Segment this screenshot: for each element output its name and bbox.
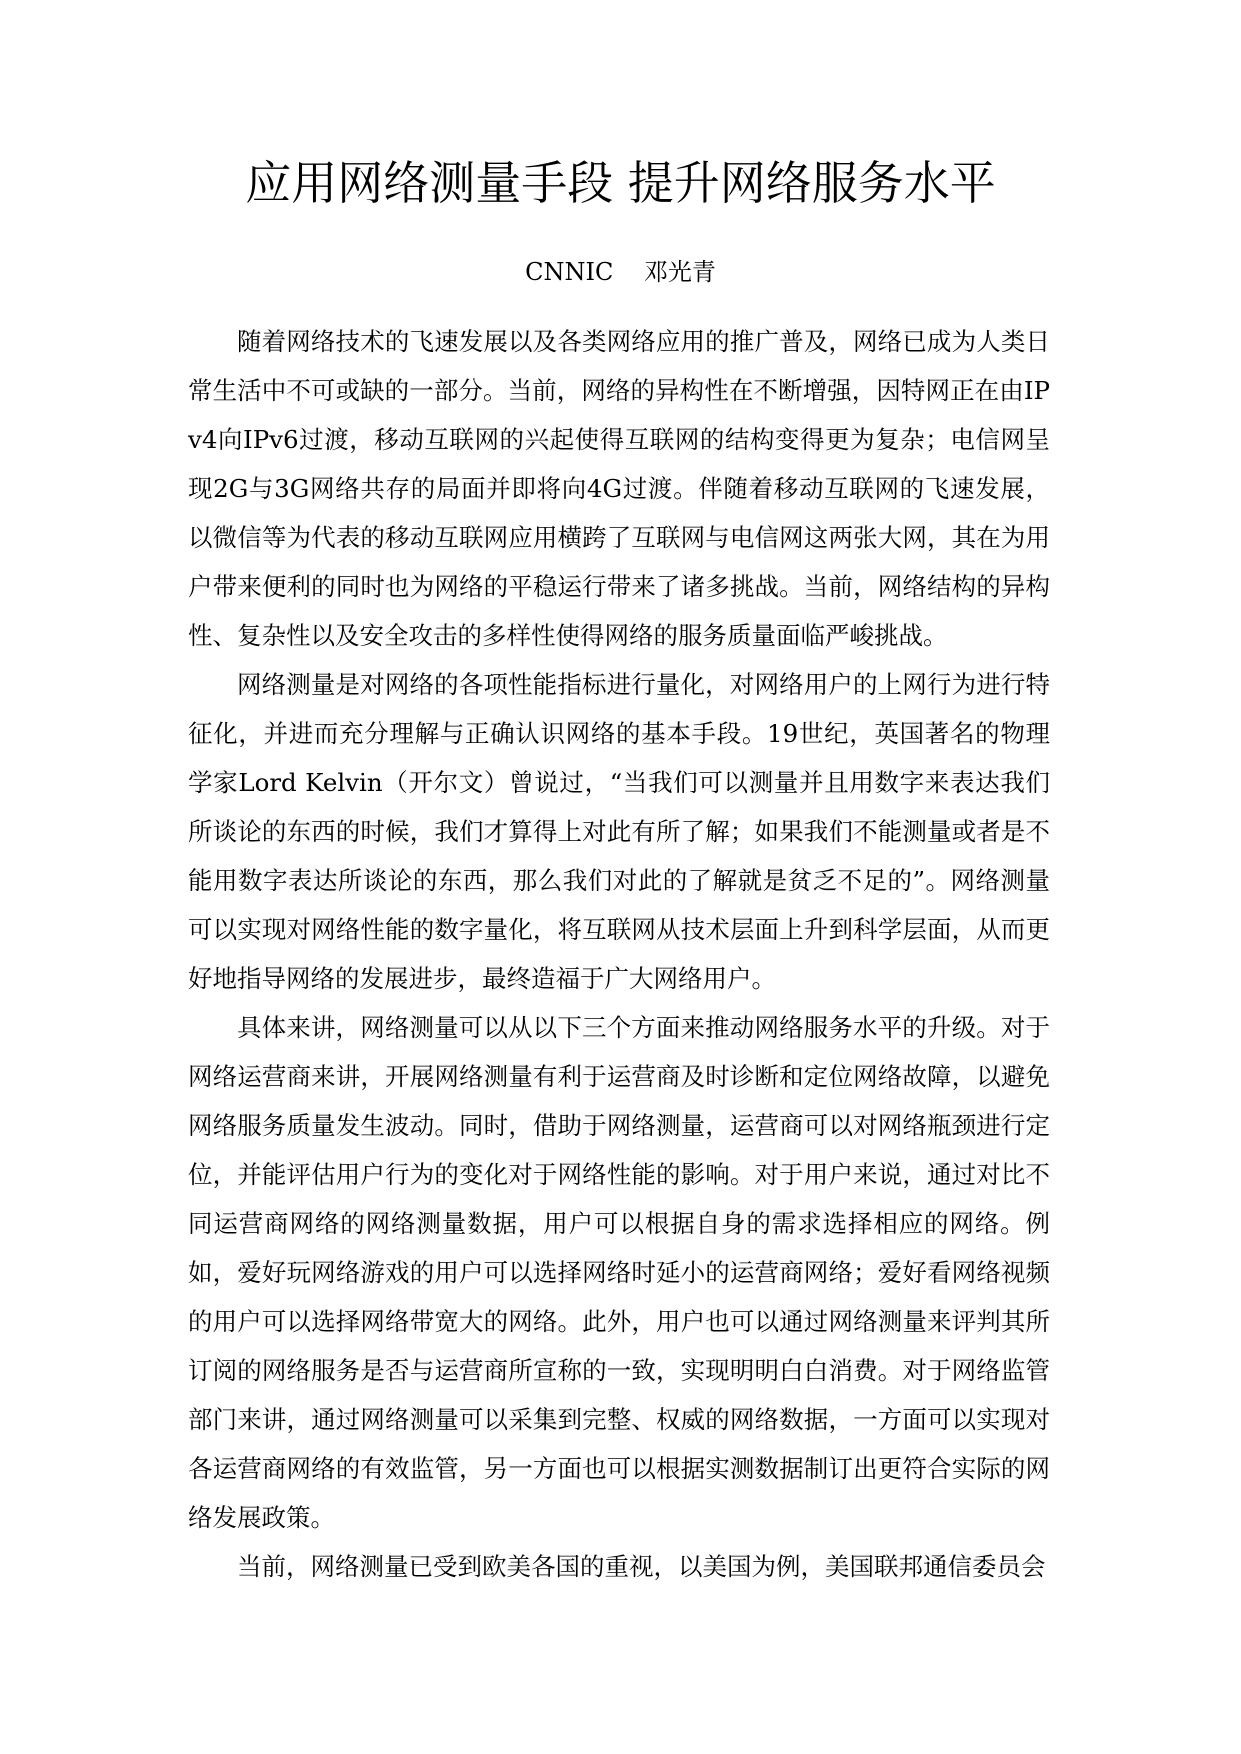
paragraph: 具体来讲，网络测量可以从以下三个方面来推动网络服务水平的升级。对于网络运营商来讲，开展网络测量有利于运营商及时诊断和定位网络故障，以避免网络服务质量发生波动。同时，借助于网络测量，运营商可以对网络瓶颈进行定位，并能评估用户行为的变化对于网络性能的影响。对于用户来说，通过对比不同运营商网络的网络测量数据，用户可以根据自身的需求选择相应的网络。例如，爱好玩网络游戏的用户可以选择网络时延小的运营商网络；爱好看网络视频的用户可以选择网络带宽大的网络。此外，用户也可以通过网络测量来评判其所订阅的网络服务是否与运营商所宣称的一致，实现明明白白消费。对于网络监管部门来讲，通过网络测量可以采集到完整、权威的网络数据，一方面可以实现对各运营商网络的有效监管，另一方面也可以根据实测数据制订出更符合实际的网络发展政策。 [188, 1013, 1050, 1532]
paragraph: 随着网络技术的飞速发展以及各类网络应用的推广普及，网络已成为人类日常生活中不可或缺的一部分。当前，网络的异构性在不断增强，因特网正在由IPv4向IPv6过渡，移动互联网的兴起使得互联网的结构变得更为复杂；电信网呈现2G与3G网络共存的局面并即将向4G过渡。伴随着移动互联网的飞速发展，以微信等为代表的移动互联网应用横跨了互联网与电信网这两张大网，其在为用户带来便利的同时也为网络的平稳运行带来了诸多挑战。当前，网络结构的异构性、复杂性以及安全攻击的多样性使得网络的服务质量面临严峻挑战。 [188, 327, 1050, 650]
article-body [188, 317, 1050, 1591]
document-title: 应用网络测量手段 提升网络服务水平 [245, 156, 996, 210]
paragraph: 当前，网络测量已受到欧美各国的重视，以美国为例，美国联邦通信委员会 [237, 1552, 1046, 1581]
paragraph: 网络测量是对网络的各项性能指标进行量化，对网络用户的上网行为进行特征化，并进而充分理解与正确认识网络的基本手段。19世纪，英国著名的物理学家Lord Kelvin（开尔文）曾说过，“当我们可以测量并且用数字来表达我们所谈论的东西的时候，我们才算得上对此有所了解；如果我们不能测量或者是不能用数字表达所谈论的东西，那么我们对此的了解就是贫乏不足的”。网络测量可以实现对网络性能的数字量化，将互联网从技术层面上升到科学层面，从而更好地指导网络的发展进步，最终造福于广大网络用户。 [188, 670, 1050, 993]
author-byline: CNNIC 邓光青 [525, 258, 716, 286]
